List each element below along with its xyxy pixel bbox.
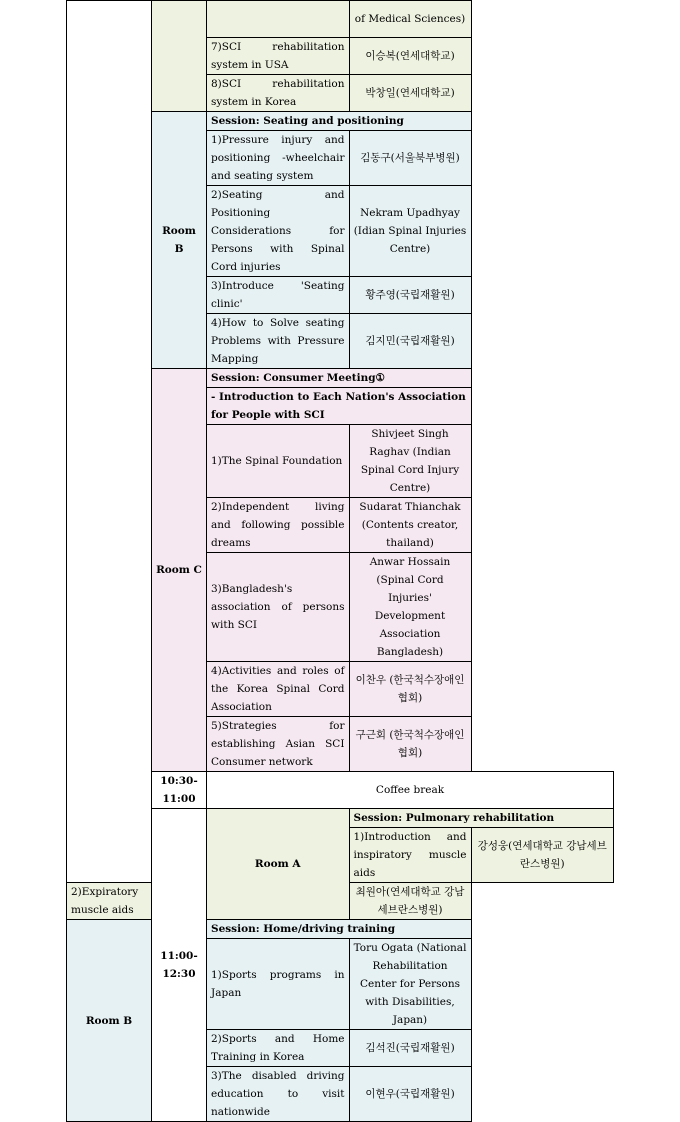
session-title: Session: Pulmonary rehabilitation — [349, 809, 614, 828]
speaker-cell: 이현우(국립재활원) — [349, 1067, 471, 1122]
speaker-cell: of Medical Sciences) — [349, 1, 471, 38]
topic-cell: 1)Sports programs in Japan — [207, 939, 350, 1030]
speaker-cell: 김동구(서울북부병원) — [349, 131, 471, 186]
speaker-cell: 강성웅(연세대학교 강남세브란스병원) — [471, 828, 614, 883]
topic-cell — [207, 1, 350, 38]
topic-cell: 1)The Spinal Foundation — [207, 425, 350, 498]
schedule-table — [66, 0, 614, 1122]
topic-cell: 8)SCI rehabilitation system in Korea — [207, 75, 350, 112]
speaker-cell: Sudarat Thianchak (Contents creator, thailand) — [349, 498, 471, 553]
speaker-cell: 구근회 (한국척수장애인협회) — [349, 717, 471, 772]
topic-cell: 2)Sports and Home Training in Korea — [207, 1030, 350, 1067]
topic-cell: 3)The disabled driving education to visit nationwide — [207, 1067, 350, 1122]
speaker-cell: 최원아(연세대학교 강남세브란스병원) — [349, 883, 471, 920]
time-cell: 10:30-11:00 — [152, 772, 207, 809]
speaker-cell: Shivjeet Singh Raghav (Indian Spinal Cord Injury Centre) — [349, 425, 471, 498]
topic-cell: 4)How to Solve seating Problems with Pressure Mapping — [207, 314, 350, 369]
topic-cell: 2)Seating and Positioning Considerations for Persons with Spinal Cord injuries — [207, 186, 350, 277]
session-title: Session: Seating and positioning — [207, 112, 472, 131]
speaker-cell: 이찬우 (한국척수장애인협회) — [349, 662, 471, 717]
topic-cell: 7)SCI rehabilitation system in USA — [207, 38, 350, 75]
topic-cell: 3)Bangladesh's association of persons with SCI — [207, 553, 350, 662]
speaker-cell: 이승복(연세대학교) — [349, 38, 471, 75]
topic-cell: 3)Introduce 'Seating clinic' — [207, 277, 350, 314]
time-cell: 11:00-12:30 — [152, 809, 207, 1122]
topic-cell: 2)Independent living and following possible dreams — [207, 498, 350, 553]
room-label: Room B — [67, 920, 152, 1122]
topic-cell: 4)Activities and roles of the Korea Spinal Cord Association — [207, 662, 350, 717]
speaker-cell: Toru Ogata (National Rehabilitation Center for Persons with Disabilities, Japan) — [349, 939, 471, 1030]
table-row — [67, 1, 614, 38]
session-title: Session: Consumer Meeting① — [207, 369, 472, 388]
time-cell-blank — [67, 1, 152, 883]
session-row — [67, 920, 614, 939]
speaker-cell: 황주영(국립재활원) — [349, 277, 471, 314]
room-label: Room B — [152, 112, 207, 369]
speaker-cell: Anwar Hossain (Spinal Cord Injuries' Development Association Bangladesh) — [349, 553, 471, 662]
topic-cell: 5)Strategies for establishing Asian SCI Consumer network — [207, 717, 350, 772]
speaker-cell: 김석진(국립재활원) — [349, 1030, 471, 1067]
topic-cell: 1)Pressure injury and positioning -wheelchair and seating system — [207, 131, 350, 186]
room-label: Room C — [152, 369, 207, 772]
room-cell-blank — [152, 1, 207, 112]
room-label: Room A — [207, 809, 350, 920]
topic-cell: 1)Introduction and inspiratory muscle aids — [349, 828, 471, 883]
speaker-cell: Nekram Upadhyay (Idian Spinal Injuries Centre) — [349, 186, 471, 277]
session-subtitle: - Introduction to Each Nation's Association for People with SCI — [207, 388, 472, 425]
topic-cell: 2)Expiratory muscle aids — [67, 883, 152, 920]
speaker-cell: 박창일(연세대학교) — [349, 75, 471, 112]
speaker-cell: 김지민(국립재활원) — [349, 314, 471, 369]
session-title: Session: Home/driving training — [207, 920, 472, 939]
coffee-break-label: Coffee break — [207, 772, 614, 809]
